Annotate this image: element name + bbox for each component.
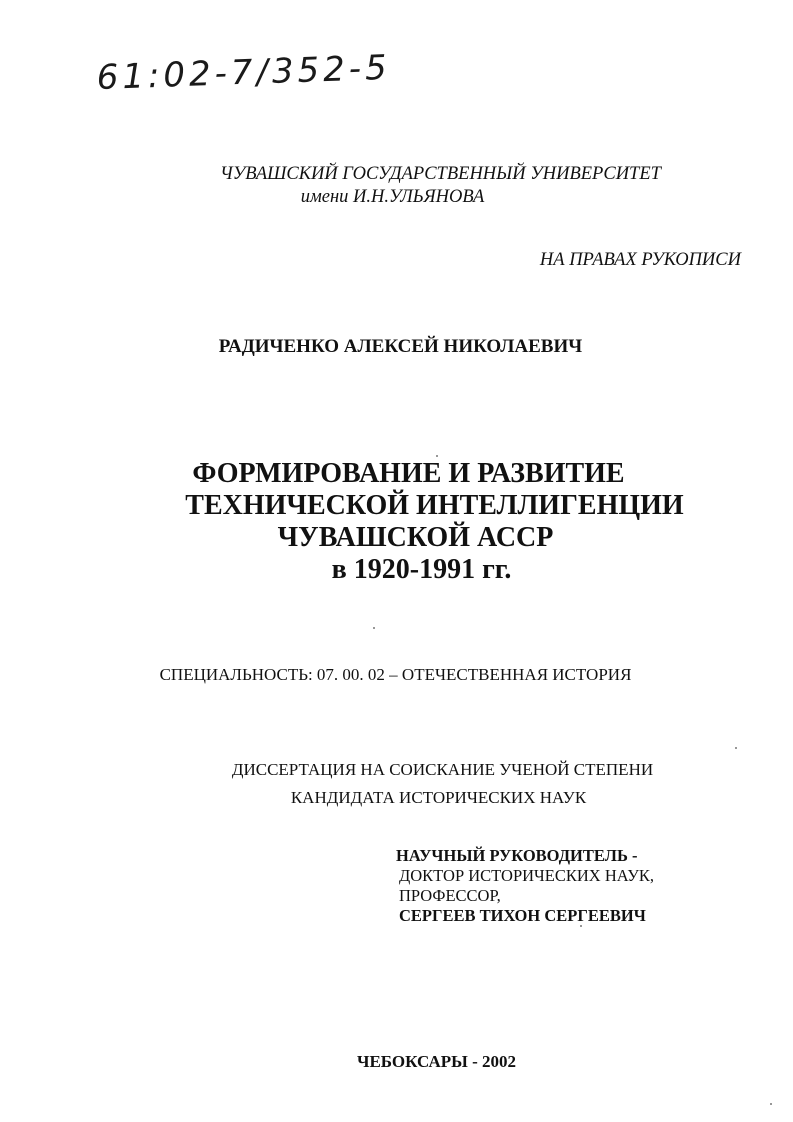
- title-line-2: ТЕХНИЧЕСКОЙ ИНТЕЛЛИГЕНЦИИ: [185, 490, 684, 521]
- advisor-label: НАУЧНЫЙ РУКОВОДИТЕЛЬ -: [396, 846, 638, 865]
- advisor-title: ПРОФЕССОР,: [399, 886, 501, 905]
- dissertation-title: [0, 458, 793, 586]
- scan-speck: [373, 627, 375, 629]
- scan-speck: [770, 1103, 772, 1105]
- specialty-line: СПЕЦИАЛЬНОСТЬ: 07. 00. 02 – ОТЕЧЕСТВЕННАЯ ИСТОРИЯ: [159, 665, 632, 684]
- dissertation-degree-line-2: КАНДИДАТА ИСТОРИЧЕСКИХ НАУК: [290, 788, 587, 807]
- city-year: ЧЕБОКСАРЫ - 2002: [356, 1052, 516, 1071]
- university-name: ЧУВАШСКИЙ ГОСУДАРСТВЕННЫЙ УНИВЕРСИТЕТ: [220, 164, 661, 184]
- title-line-1: ФОРМИРОВАНИЕ И РАЗВИТИЕ: [192, 458, 625, 489]
- scientific-advisor-block: [396, 846, 654, 926]
- title-line-3: ЧУВАШСКОЙ АССР: [277, 522, 554, 553]
- dissertation-degree-line-1: ДИССЕРТАЦИЯ НА СОИСКАНИЕ УЧЕНОЙ СТЕПЕНИ: [231, 760, 654, 779]
- advisor-name: СЕРГЕЕВ ТИХОН СЕРГЕЕВИЧ: [399, 906, 646, 925]
- scan-speck: [580, 925, 582, 927]
- advisor-degree: ДОКТОР ИСТОРИЧЕСКИХ НАУК,: [399, 866, 655, 885]
- author-name: РАДИЧЕНКО АЛЕКСЕЙ НИКОЛАЕВИЧ: [218, 336, 583, 357]
- scan-speck: [436, 455, 438, 457]
- university-named-after: имени И.Н.УЛЬЯНОВА: [300, 187, 485, 207]
- handwritten-catalog-code: 61:02-7/352-5: [96, 47, 392, 98]
- title-line-4: в 1920-1991 гг.: [331, 554, 512, 585]
- scan-speck: [735, 747, 737, 749]
- manuscript-rights-label: НА ПРАВАХ РУКОПИСИ: [539, 250, 741, 270]
